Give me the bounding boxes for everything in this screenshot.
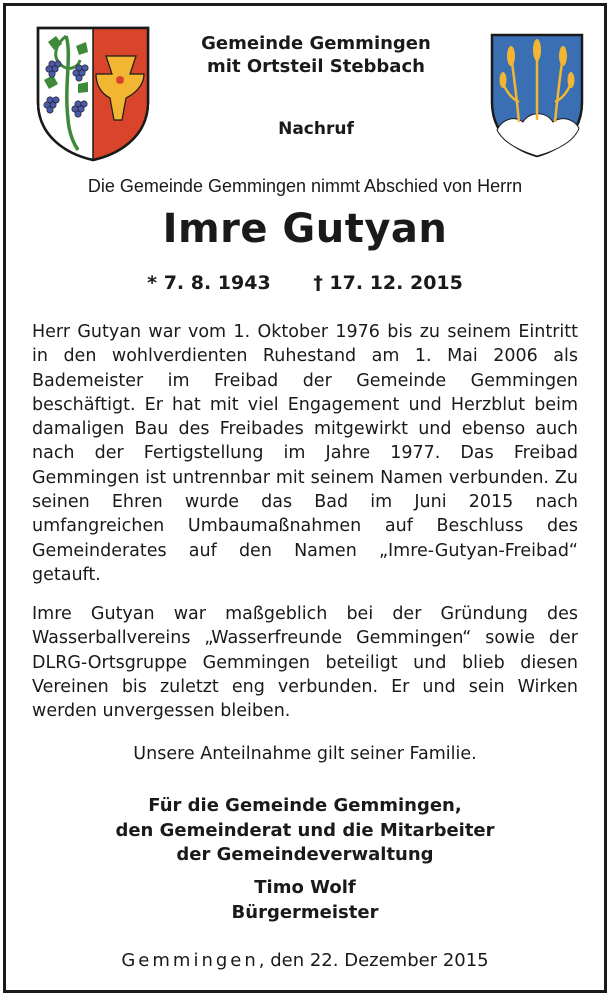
- gemmingen-coat-of-arms-icon: [34, 24, 152, 162]
- notice-title: Nachruf: [278, 119, 354, 139]
- signer-role: Bürgermeister: [231, 901, 379, 923]
- signoff-block: [26, 794, 584, 868]
- biography-paragraph: Herr Gutyan war vom 1. Oktober 1976 bis zu seinem Eintritt in den wohlverdienten Ruhestand am 1. Mai 2006 als Bademeister im Freibad der Gemeinde Gemmingen beschäftigt. Er hat mit viel Engagement und Herzblut beim damaligen Bau des Freibades mitgewirkt und ebenso auch nach der Fertigstellung im Jahre 1977. Das Freibad Gemmingen ist untrennbar mit seinem Namen verbunden. Zu seinen Ehren wurde das Bad im Juni 2015 nach umfangreichen Umbaumaßnahmen auf Beschluss des Gemeinderates auf den Namen „Imre-Gutyan-Freibad“ getauft.: [32, 322, 578, 585]
- place-and-date: [26, 950, 584, 971]
- notice-date: , den 22. Dezember 2015: [258, 950, 489, 971]
- birth-date: * 7. 8. 1943: [147, 272, 271, 294]
- life-dates: [26, 272, 584, 294]
- place-name: Gemmingen: [121, 950, 259, 971]
- signer-name: Timo Wolf: [254, 877, 356, 898]
- associations-paragraph: Imre Gutyan war maßgeblich bei der Gründung des Wasserballvereins „Wasserfreunde Gemmingen“ sowie der DLRG-Ortsgruppe Gemmingen beteiligt und blieb diesen Vereinen bis zuletzt eng verbunden. Er und sein Wirken werden unvergessen bleiben.: [32, 604, 578, 722]
- stebbach-coat-of-arms-icon: [489, 32, 585, 160]
- condolence-line: Unsere Anteilnahme gilt seiner Familie.: [133, 744, 477, 764]
- signer-block: [26, 876, 584, 925]
- farewell-intro: Die Gemeinde Gemmingen nimmt Abschied von Herrn: [87, 176, 523, 196]
- municipality-heading: [156, 32, 476, 78]
- signoff-line: der Gemeindeverwaltung: [176, 844, 434, 865]
- municipality-name: Gemeinde Gemmingen: [201, 33, 431, 54]
- deceased-name: Imre Gutyan: [162, 206, 448, 252]
- obituary-notice: [3, 3, 607, 993]
- municipality-subtitle: mit Ortsteil Stebbach: [207, 56, 425, 77]
- death-date: † 17. 12. 2015: [313, 272, 463, 294]
- signoff-line: den Gemeinderat und die Mitarbeiter: [115, 819, 495, 841]
- signoff-line: Für die Gemeinde Gemmingen,: [148, 795, 462, 816]
